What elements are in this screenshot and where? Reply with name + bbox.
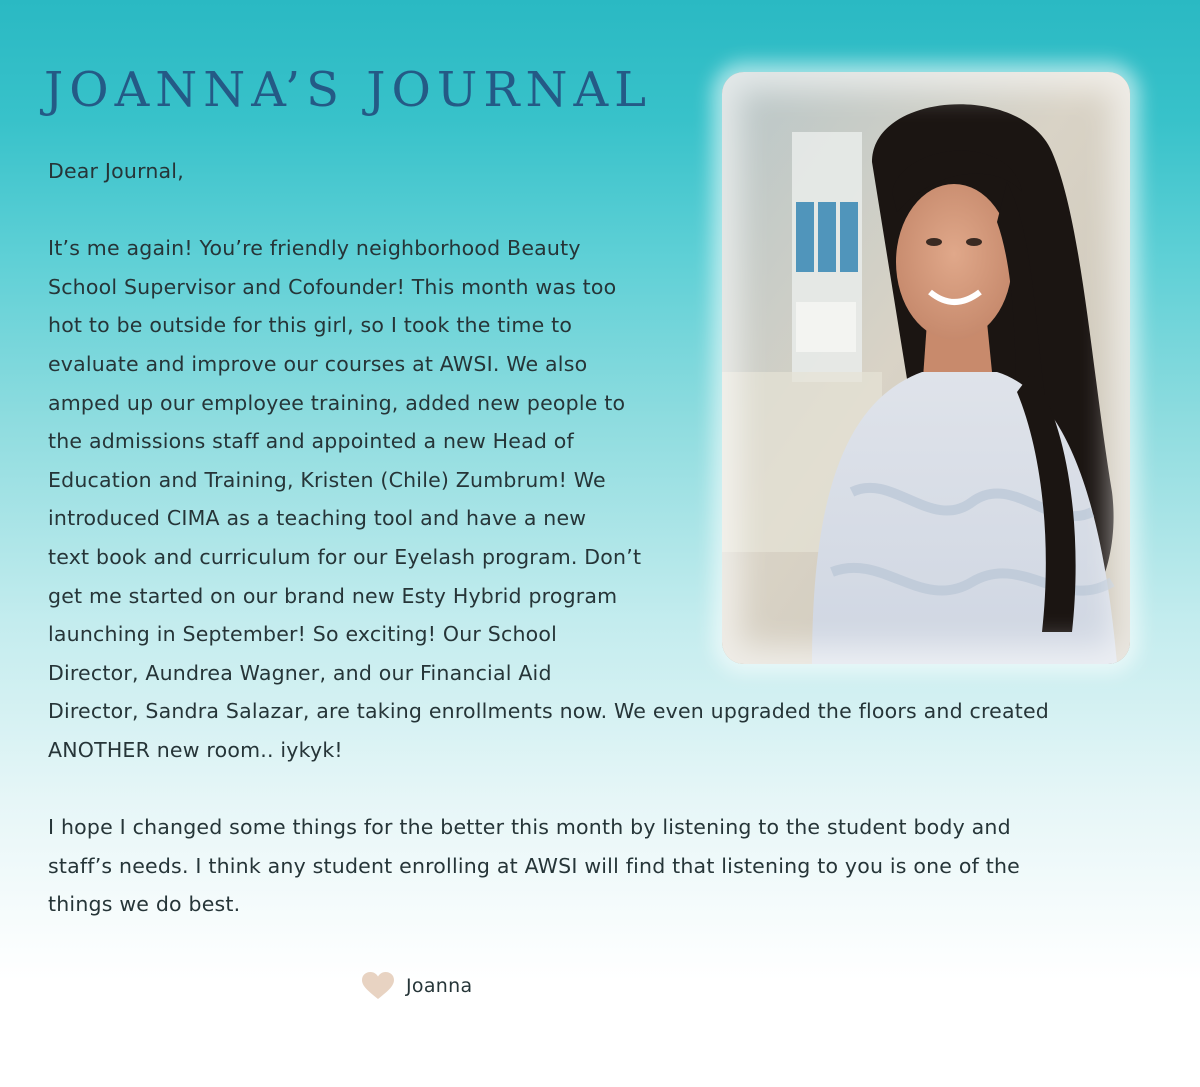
paragraph-spacer: [48, 191, 1158, 230]
page-title: JOANNA’S JOURNAL: [44, 62, 652, 118]
paragraph-line: ANOTHER new room.. iykyk!: [48, 737, 343, 762]
paragraph-line: things we do best.: [48, 892, 241, 917]
paragraph-line: I hope I changed some things for the better this month by listening to the student body and: [48, 815, 1011, 840]
paragraph-line: hot to be outside for this girl, so I took the time to: [48, 313, 573, 338]
heart-icon: [362, 972, 394, 1000]
signature-name: Joanna: [406, 975, 473, 997]
paragraph-line: Director, Aundrea Wagner, and our Financial Aid: [48, 660, 552, 685]
paragraph-line: amped up our employee training, added new people to: [48, 390, 626, 415]
paragraph-line: text book and curriculum for our Eyelash program. Don’t: [48, 544, 642, 569]
paragraph-1: [48, 229, 1158, 769]
signature: [362, 972, 472, 1000]
paragraph-line: evaluate and improve our courses at AWSI. We also: [48, 351, 588, 376]
paragraph-line: staff’s needs. I think any student enrolling at AWSI will find that listening to you is one of the: [48, 853, 1020, 878]
paragraph-line: Director, Sandra Salazar, are taking enrollments now. We even upgraded the floors and created: [48, 699, 1049, 724]
paragraph-line: the admissions staff and appointed a new Head of: [48, 429, 574, 454]
journal-body: [48, 152, 1158, 924]
paragraph-line: launching in September! So exciting! Our School: [48, 622, 558, 647]
paragraph-line: School Supervisor and Cofounder! This month was too: [48, 274, 617, 299]
paragraph-spacer: [48, 770, 1158, 809]
greeting: Dear Journal,: [48, 159, 184, 183]
paragraph-line: It’s me again! You’re friendly neighborhood Beauty: [48, 236, 581, 261]
paragraph-line: get me started on our brand new Esty Hybrid program: [48, 583, 618, 608]
paragraph-2: [48, 808, 1158, 924]
paragraph-line: Education and Training, Kristen (Chile) Zumbrum! We: [48, 467, 606, 492]
paragraph-line: introduced CIMA as a teaching tool and have a new: [48, 506, 587, 531]
